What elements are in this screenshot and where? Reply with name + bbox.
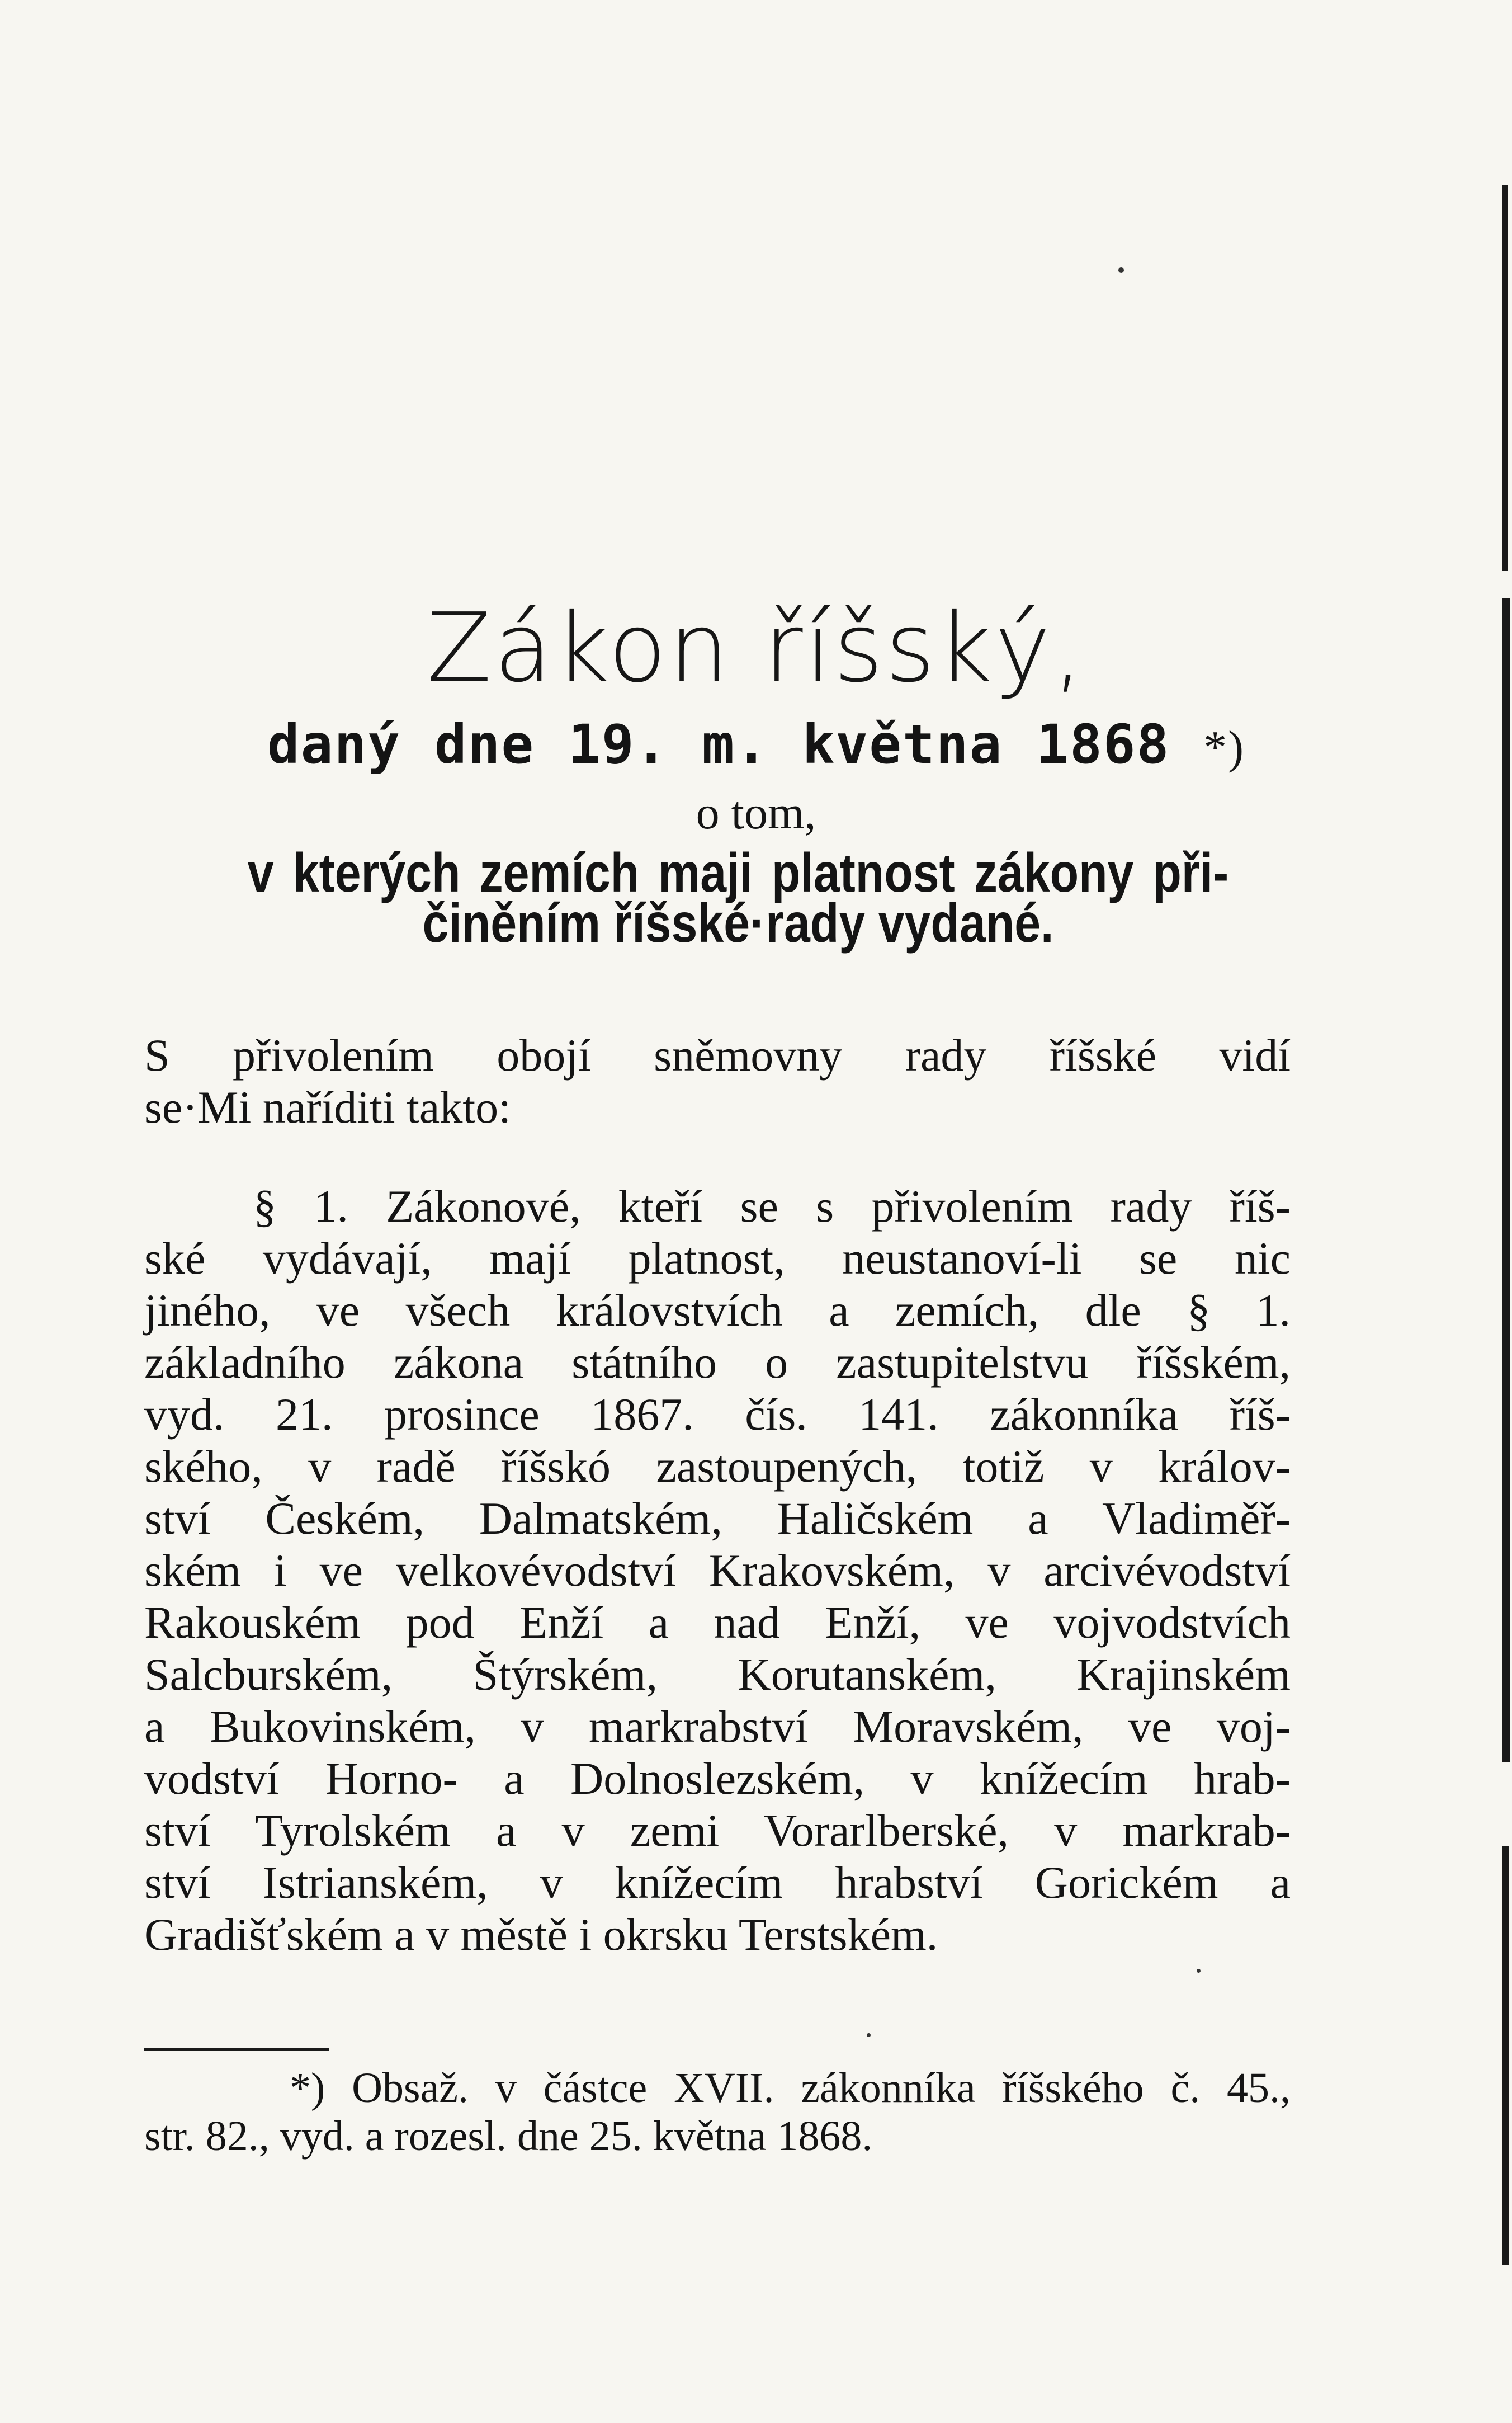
- section-line: Salcburském, Štýrském, Korutanském, Krajinském: [144, 1649, 1291, 1700]
- about-line: o tom,: [696, 787, 816, 839]
- date-line: [0, 713, 1512, 776]
- section-line: jiného, ve všech královstvích a zemích, dle § 1.: [144, 1285, 1291, 1336]
- section-line: a Bukovinském, v markrabství Moravském, ve voj-: [144, 1701, 1291, 1752]
- footnote: [144, 2064, 1291, 2160]
- section-line: základního zákona státního o zastupitelstvu říšském,: [144, 1337, 1291, 1388]
- section-line: ství Istrianském, v knížecím hrabství Gorickém a: [144, 1857, 1291, 1908]
- paper-speck: [1118, 267, 1124, 273]
- section-line: ské vydávají, mají platnost, neustanoví-li se nic: [144, 1233, 1291, 1284]
- date-text: daný dne 19. m. května 1868: [267, 713, 1170, 776]
- preamble-line: se·Mi naříditi takto:: [144, 1082, 511, 1133]
- law-title: Zákon říšský,: [426, 593, 1086, 704]
- section-line: vyd. 21. prosince 1867. čís. 141. zákonníka říš-: [144, 1389, 1291, 1440]
- section-line: ství Českém, Dalmatském, Haličském a Vladiměř-: [144, 1493, 1291, 1544]
- section-1: [144, 1180, 1291, 1960]
- paper-speck: [867, 2033, 871, 2037]
- footnote-rule: [144, 2048, 329, 2051]
- preamble-line: S přivolením obojí sněmovny rady říšské vidí: [144, 1030, 1291, 1081]
- preamble: [144, 1029, 1291, 1133]
- section-line: § 1. Zákonové, kteří se s přivolením rady říš-: [253, 1181, 1291, 1232]
- paper-speck: [1197, 1969, 1201, 1973]
- section-line: Gradišťském a v městě i okrsku Terstském.: [144, 1909, 938, 1960]
- section-line: ském i ve velkovévodství Krakovském, v arcivévodství: [144, 1545, 1291, 1596]
- footnote-line: *) Obsaž. v částce XVII. zákonníka říšského č. 45.,: [290, 2064, 1291, 2111]
- footnote-marker: *): [1203, 722, 1245, 774]
- binding-edge-mark: [1502, 185, 1508, 571]
- footnote-line: str. 82., vyd. a rozesl. dne 25. května 1868.: [144, 2113, 873, 2160]
- binding-edge-mark: [1502, 1846, 1509, 2265]
- section-line: ství Tyrolském a v zemi Vorarlberské, v markrab-: [144, 1805, 1291, 1856]
- subtitle-line: činěním říšské·rady vydané.: [422, 892, 1054, 954]
- section-line: vodství Horno- a Dolnoslezském, v knížecím hrab-: [144, 1753, 1291, 1804]
- law-subtitle: [247, 842, 1229, 954]
- section-line: Rakouském pod Enží a nad Enží, ve vojvodstvích: [144, 1597, 1291, 1648]
- section-line: ského, v radě říšskó zastoupených, totiž v králov-: [144, 1441, 1291, 1492]
- subtitle-line: v kterých zemích maji platnost zákony při-: [247, 842, 1229, 903]
